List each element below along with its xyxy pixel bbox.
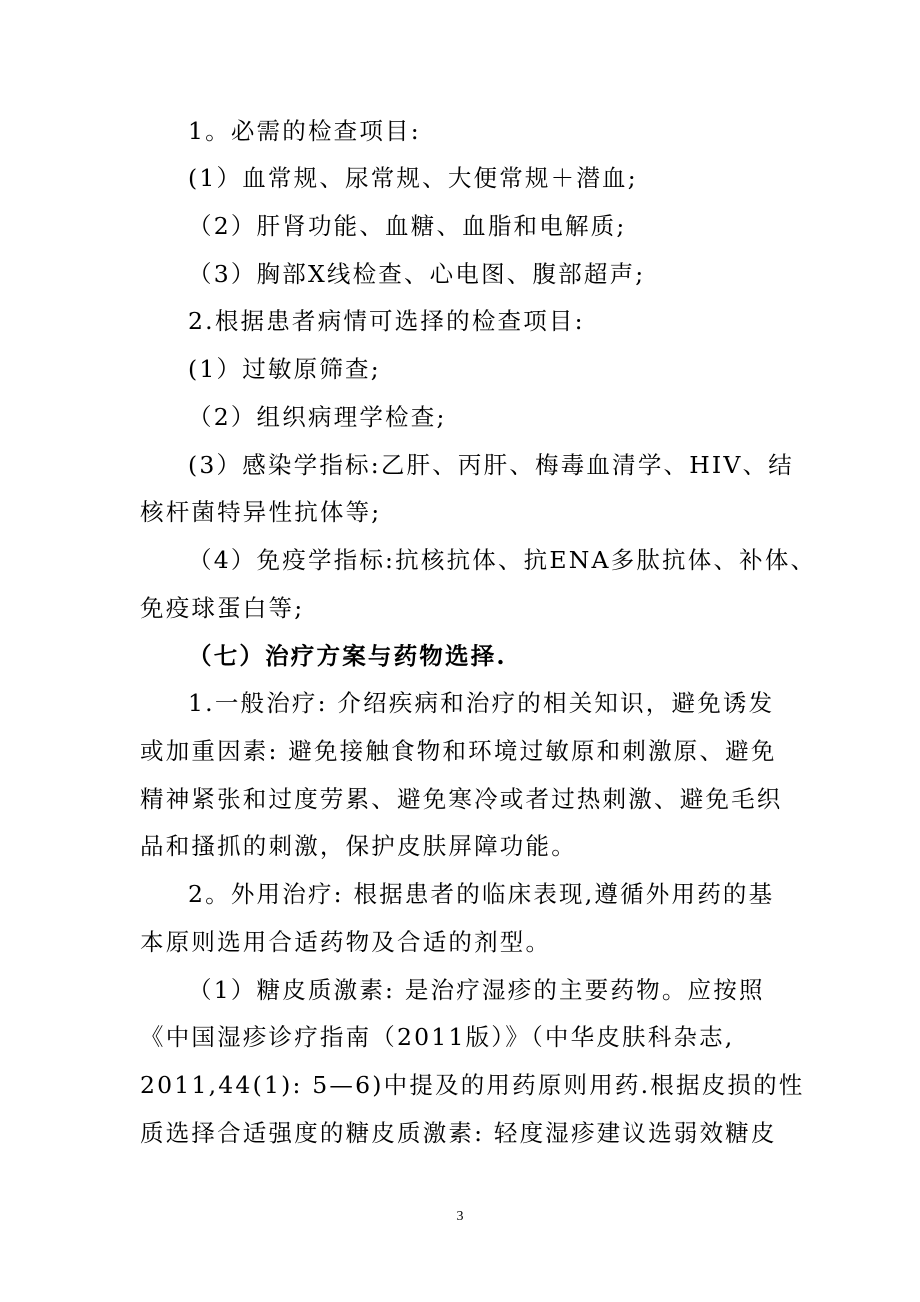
exam-item-chest-xray: （3）胸部X线检查、心电图、腹部超声; [188, 260, 646, 288]
general-treatment-line3: 精神紧张和过度劳累、避免寒冷或者过热刺激、避免毛织 [140, 785, 783, 813]
exam-item-immunology-line2: 免疫球蛋白等; [140, 594, 305, 622]
section-heading-treatment: （七）治疗方案与药物选择. [188, 642, 507, 670]
exam-item-infection-line1: (3）感染学指标:乙肝、丙肝、梅毒血清学、HIV、结 [188, 451, 794, 479]
exam-item-blood-urine-stool: (1）血常规、尿常规、大便常规＋潜血; [188, 164, 638, 192]
corticosteroid-line1: （1）糖皮质激素: 是治疗湿疹的主要药物。应按照 [188, 976, 765, 1004]
exam-item-immunology-line1: （4）免疫学指标:抗核抗体、抗ENA多肽抗体、补体、 [188, 546, 817, 574]
exam-required-heading: 1。必需的检查项目: [188, 117, 421, 145]
topical-treatment-line2: 本原则选用合适药物及合适的剂型。 [140, 928, 552, 956]
page-number: 3 [456, 1209, 464, 1224]
exam-item-infection-line2: 核杆菌特异性抗体等; [140, 498, 382, 526]
general-treatment-line2: 或加重因素: 避免接触食物和环境过敏原和刺激原、避免 [140, 737, 777, 765]
corticosteroid-line4: 质选择合适强度的糖皮质激素: 轻度湿疹建议选弱效糖皮 [140, 1119, 777, 1147]
exam-item-histopathology: （2）组织病理学检查; [188, 403, 447, 431]
exam-optional-heading: 2.根据患者病情可选择的检查项目: [188, 307, 585, 335]
general-treatment-line4: 品和搔抓的刺激，保护皮肤屏障功能。 [140, 832, 577, 860]
corticosteroid-line3: 2011,44(1): 5—6)中提及的用药原则用药.根据皮损的性 [140, 1071, 805, 1099]
topical-treatment-line1: 2。外用治疗: 根据患者的临床表现,遵循外用药的基 [188, 880, 775, 908]
exam-item-liver-kidney: （2）肝肾功能、血糖、血脂和电解质; [188, 212, 627, 240]
general-treatment-line1: 1.一般治疗: 介绍疾病和治疗的相关知识，避免诱发 [188, 689, 775, 717]
corticosteroid-line2: 《中国湿疹诊疗指南（2011版）》（中华皮肤科杂志, [140, 1023, 735, 1051]
exam-item-allergen: (1）过敏原筛查; [188, 355, 381, 383]
